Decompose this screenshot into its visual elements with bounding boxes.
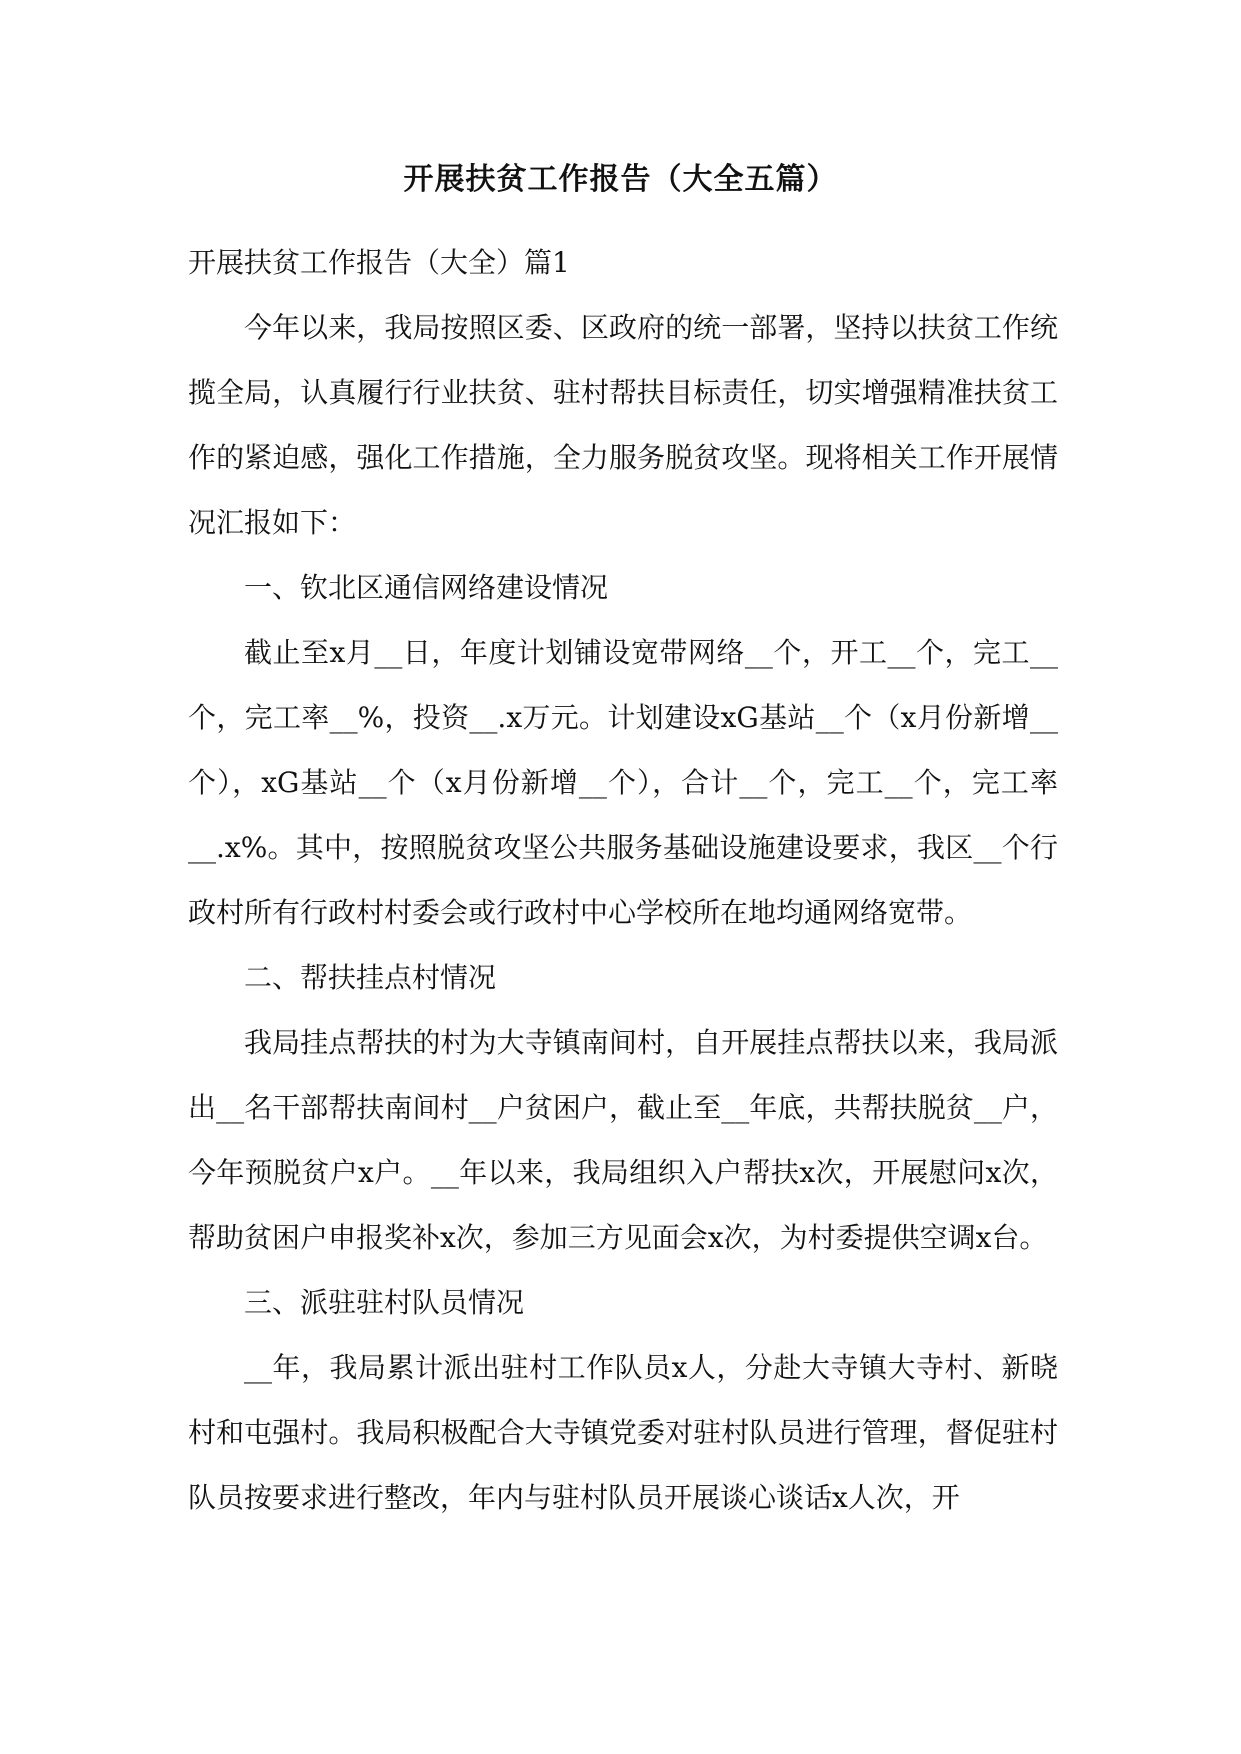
- village-paragraph: 我局挂点帮扶的村为大寺镇南间村，自开展挂点帮扶以来，我局派出__名干部帮扶南间村__户贫困户，截止至__年底，共帮扶脱贫__户，今年预脱贫户x户。__年以来，我局组织入户帮扶x次，开展慰问x次，帮助贫困户申报奖补x次，参加三方见面会x次，为村委提供空调x台。: [188, 1026, 1058, 1254]
- section-heading-network: 一、钦北区通信网络建设情况: [244, 571, 609, 604]
- intro-paragraph: 今年以来，我局按照区委、区政府的统一部署，坚持以扶贫工作统揽全局，认真履行行业扶贫、驻村帮扶目标责任，切实增强精准扶贫工作的紧迫感，强化工作措施，全力服务脱贫攻坚。现将相关工作开展情况汇报如下：: [188, 311, 1058, 539]
- section-subtitle: 开展扶贫工作报告（大全）篇1: [188, 246, 570, 279]
- document-title: 开展扶贫工作报告（大全五篇）: [403, 162, 838, 197]
- document-body: [188, 230, 1058, 1530]
- network-paragraph: 截止至x月__日，年度计划铺设宽带网络__个，开工__个，完工__个，完工率__%，投资__.x万元。计划建设xG基站__个（x月份新增__个），xG基站__个（x月份新增__个），合计__个，完工__个，完工率__.x%。其中，按照脱贫攻坚公共服务基础设施建设要求，我区__个行政村所有行政村村委会或行政村中心学校所在地均通网络宽带。: [188, 636, 1058, 929]
- section-heading-village: 二、帮扶挂点村情况: [244, 961, 497, 994]
- section-heading-team: 三、派驻驻村队员情况: [244, 1286, 525, 1319]
- team-paragraph: __年，我局累计派出驻村工作队员x人，分赴大寺镇大寺村、新晓村和屯强村。我局积极配合大寺镇党委对驻村队员进行管理，督促驻村队员按要求进行整改，年内与驻村队员开展谈心谈话x人次，开: [188, 1351, 1058, 1514]
